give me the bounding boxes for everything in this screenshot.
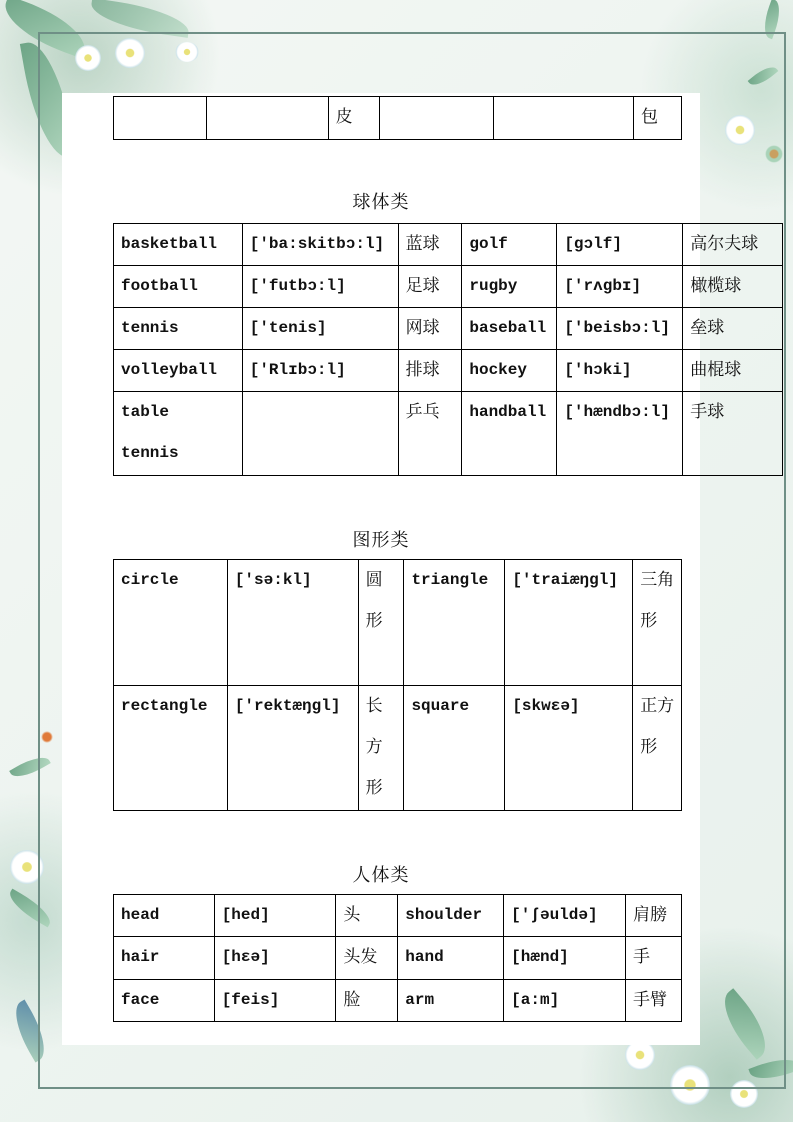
- table-cell: [379, 97, 494, 140]
- meaning-cell: 曲棍球: [683, 350, 783, 392]
- table-row: [114, 97, 682, 140]
- table-row: [114, 266, 783, 308]
- body-table: [113, 894, 682, 1022]
- word-cell: shoulder: [398, 895, 504, 937]
- phonetic-cell: [skwɛə]: [505, 686, 633, 811]
- word-cell: football: [114, 266, 243, 308]
- meaning-cell: 垒球: [683, 308, 783, 350]
- phonetic-cell: [a:m]: [504, 980, 626, 1022]
- word-cell: face: [114, 980, 215, 1022]
- meaning-cell: 网球: [398, 308, 462, 350]
- meaning-cell: 头: [336, 895, 398, 937]
- word-cell: tennis: [114, 308, 243, 350]
- phonetic-cell: ['tenis]: [242, 308, 398, 350]
- phonetic-cell: [hænd]: [504, 937, 626, 980]
- word-cell: rectangle: [114, 686, 228, 811]
- sports-table: [113, 223, 783, 476]
- word-cell: arm: [398, 980, 504, 1022]
- word-cell: volleyball: [114, 350, 243, 392]
- phonetic-cell: ['ʃəuldə]: [504, 895, 626, 937]
- section-title-sports: 球体类: [352, 192, 410, 213]
- meaning-cell: 正方形: [633, 686, 682, 811]
- meaning-cell: 手: [626, 937, 682, 980]
- phonetic-cell: ['ba:skitbɔ:l]: [242, 224, 398, 266]
- word-cell: triangle: [404, 560, 505, 686]
- phonetic-cell: ['traiæŋgl]: [505, 560, 633, 686]
- word-cell: hair: [114, 937, 215, 980]
- phonetic-cell: [feis]: [214, 980, 336, 1022]
- meaning-cell: 长方形: [358, 686, 404, 811]
- phonetic-cell: ['hɔki]: [557, 350, 683, 392]
- meaning-cell: 三角形: [633, 560, 682, 686]
- document-page: [62, 93, 759, 1045]
- table-cell: 包: [634, 97, 682, 140]
- meaning-cell: 手球: [683, 392, 783, 476]
- word-cell: baseball: [462, 308, 557, 350]
- top-table: [113, 96, 682, 140]
- table-row: [114, 392, 783, 476]
- word-cell: table tennis: [114, 392, 243, 476]
- meaning-cell: 头发: [336, 937, 398, 980]
- table-row: [114, 560, 682, 686]
- phonetic-cell: ['beisbɔ:l]: [557, 308, 683, 350]
- table-row: [114, 980, 682, 1022]
- meaning-cell: 乒乓: [398, 392, 462, 476]
- word-cell: circle: [114, 560, 228, 686]
- section-title-shapes: 图形类: [352, 530, 410, 551]
- phonetic-cell: ['futbɔ:l]: [242, 266, 398, 308]
- table-row: [114, 350, 783, 392]
- phonetic-cell: [hɛə]: [214, 937, 336, 980]
- phonetic-cell: ['sə:kl]: [227, 560, 358, 686]
- meaning-cell: 圆形: [358, 560, 404, 686]
- table-cell: [114, 97, 207, 140]
- word-cell: golf: [462, 224, 557, 266]
- meaning-cell: 手臂: [626, 980, 682, 1022]
- meaning-cell: 排球: [398, 350, 462, 392]
- shapes-table: [113, 559, 682, 811]
- table-cell: [494, 97, 634, 140]
- table-row: [114, 308, 783, 350]
- word-cell: head: [114, 895, 215, 937]
- phonetic-cell: [242, 392, 398, 476]
- table-row: [114, 686, 682, 811]
- meaning-cell: 高尔夫球: [683, 224, 783, 266]
- meaning-cell: 橄榄球: [683, 266, 783, 308]
- table-cell: 皮: [328, 97, 379, 140]
- table-row: [114, 224, 783, 266]
- meaning-cell: 足球: [398, 266, 462, 308]
- phonetic-cell: ['rʌgbɪ]: [557, 266, 683, 308]
- phonetic-cell: [hed]: [214, 895, 336, 937]
- word-cell: basketball: [114, 224, 243, 266]
- word-cell: handball: [462, 392, 557, 476]
- word-cell: rugby: [462, 266, 557, 308]
- phonetic-cell: ['hændbɔ:l]: [557, 392, 683, 476]
- table-row: [114, 895, 682, 937]
- meaning-cell: 肩膀: [626, 895, 682, 937]
- meaning-cell: 脸: [336, 980, 398, 1022]
- meaning-cell: 蓝球: [398, 224, 462, 266]
- word-cell: square: [404, 686, 505, 811]
- word-cell: hand: [398, 937, 504, 980]
- word-cell: hockey: [462, 350, 557, 392]
- phonetic-cell: ['rektæŋgl]: [227, 686, 358, 811]
- phonetic-cell: ['Rlɪbɔ:l]: [242, 350, 398, 392]
- section-title-body: 人体类: [352, 865, 410, 886]
- phonetic-cell: [gɔlf]: [557, 224, 683, 266]
- table-row: [114, 937, 682, 980]
- table-cell: [206, 97, 328, 140]
